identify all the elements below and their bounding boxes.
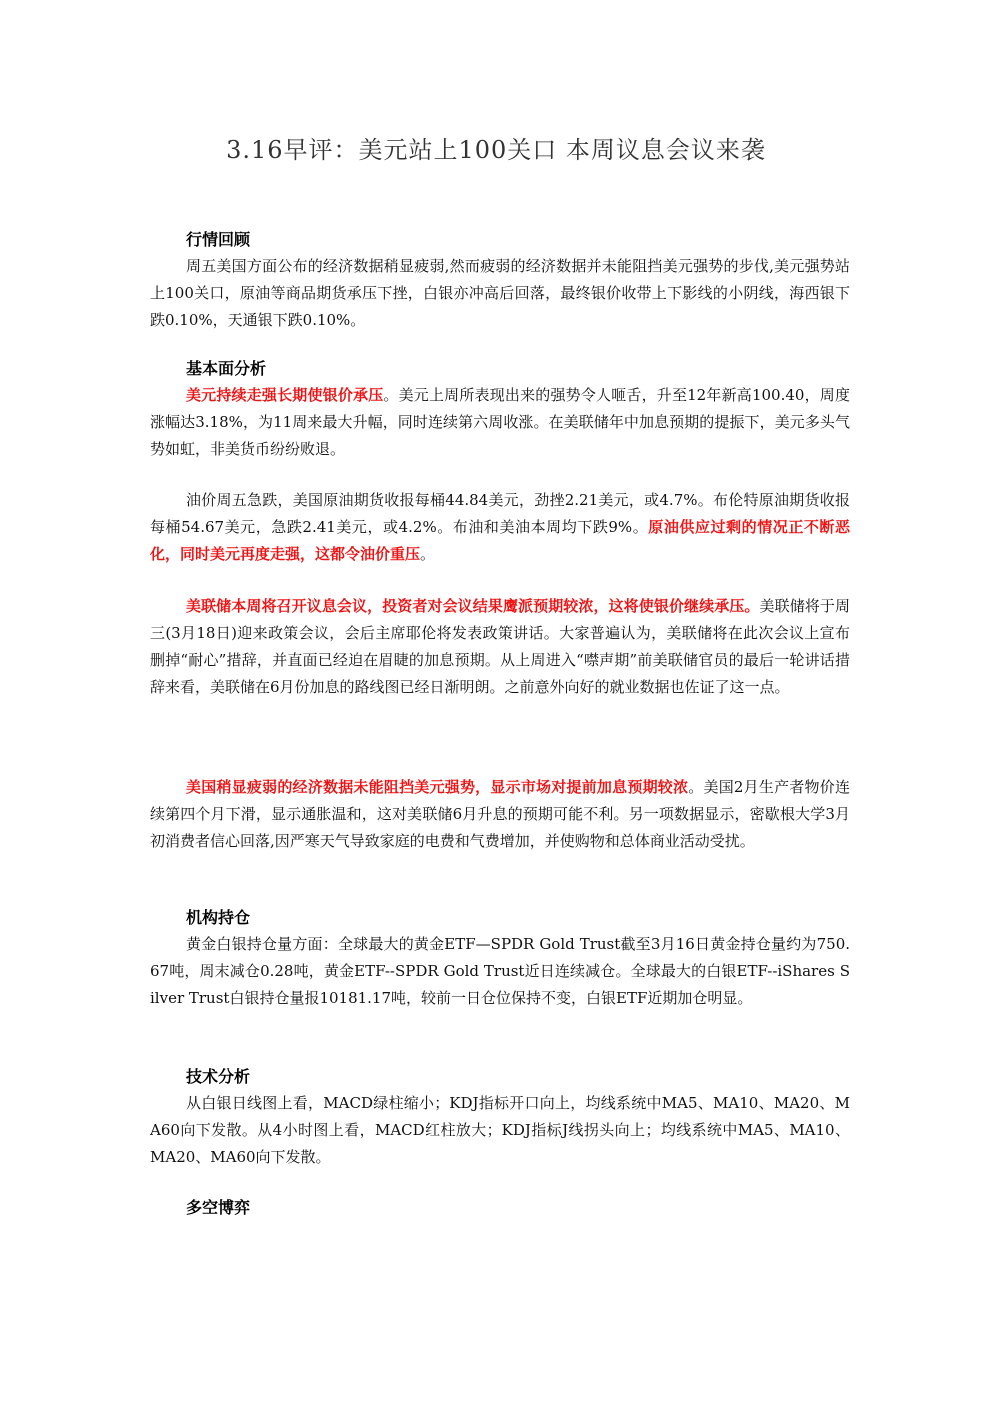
dollar-paragraph-text: 。美元上周所表现出来的强势令人咂舌，升至12年新高100.40，周度涨幅达3.18%，为11周来最大升幅，同时连续第六周收涨。在美联储年中加息预期的提振下，美元多头气势如虹，非美货币纷纷败退。 [150, 386, 850, 458]
oil-paragraph-text: 油价周五急跌，美国原油期货收报每桶44.84美元，劲挫2.21美元，或4.7%。布伦特原油期货收报每桶54.67美元，急跌2.41美元，或4.2%。布油和美油本周均下跌9%。 [150, 491, 850, 536]
section-oil-paragraph [150, 487, 850, 568]
highlight-us-data: 美国稍显疲弱的经济数据未能阻挡美元强势，显示市场对提前加息预期较浓 [186, 778, 689, 796]
positions-paragraph: 黄金白银持仓量方面：全球最大的黄金ETF—SPDR Gold Trust截至3月16日黄金持仓量约为750.67吨，周末减仓0.28吨，黄金ETF--SPDR Gold Trust近日连续减仓。全球最大的白银ETF--iShares Silver Trust白银持仓量报10181.17吨，较前一日仓位保持不变，白银ETF近期加仓明显。 [150, 935, 850, 1007]
section-heading-positions: 机构持仓 [186, 908, 251, 927]
section-heading-bull-bear: 多空博弈 [186, 1198, 251, 1217]
technical-paragraph: 从白银日线图上看，MACD绿柱缩小；KDJ指标开口向上，均线系统中MA5、MA10、MA20、MA60向下发散。从4小时图上看，MACD红柱放大；KDJ指标J线拐头向上；均线系统中MA5、MA10、MA20、MA60向下发散。 [150, 1094, 850, 1166]
section-us-data-paragraph [150, 774, 850, 855]
fundamental-paragraph-dollar [150, 382, 850, 463]
highlight-fed-meeting: 美联储本周将召开议息会议，投资者对会议结果鹰派预期较浓，这将使银价继续承压。 [186, 597, 760, 615]
section-heading-market-review: 行情回顾 [186, 230, 251, 249]
section-technical-analysis [150, 1064, 850, 1171]
section-heading-technical: 技术分析 [186, 1067, 251, 1086]
document-title: 3.16早评：美元站上100关口 本周议息会议来袭 [226, 136, 766, 164]
market-review-paragraph: 周五美国方面公布的经济数据稍显疲弱,然而疲弱的经济数据并未能阻挡美元强势的步伐,美元强势站上100关口，原油等商品期货承压下挫，白银亦冲高后回落，最终银价收带上下影线的小阴线，海西银下跌0.10%，天通银下跌0.10%。 [150, 257, 850, 329]
fundamental-paragraph-fed [150, 593, 850, 701]
highlight-oil-pressure: 原油供应过剩的情况正不断恶化，同时美元再度走强，这都令油价重压 [150, 518, 850, 563]
us-data-paragraph-text: 。美国2月生产者物价连续第四个月下滑，显示通胀温和，这对美联储6月升息的预期可能不利。另一项数据显示，密歇根大学3月初消费者信心回落,因严寒天气导致家庭的电费和气费增加，并使购物和总体商业活动受扰。 [150, 778, 850, 850]
highlight-dollar-strength: 美元持续走强长期使银价承压 [186, 386, 384, 404]
section-fed-paragraph [150, 593, 850, 701]
fundamental-paragraph-us-data [150, 774, 850, 855]
fed-paragraph-text: 美联储将于周三(3月18日)迎来政策会议，会后主席耶伦将发表政策讲话。大家普遍认为，美联储将在此次会议上宣布删掉“耐心”措辞，并直面已经迫在眉睫的加息预期。从上周进入“噤声期”前美联储官员的最后一轮讲话措辞来看，美联储在6月份加息的路线图已经日渐明朗。之前意外向好的就业数据也佐证了这一点。 [150, 597, 850, 696]
section-heading-fundamental: 基本面分析 [186, 359, 267, 378]
section-bull-bear [150, 1195, 850, 1221]
section-fundamental-analysis [150, 356, 850, 463]
section-market-review [150, 227, 850, 334]
section-institutional-positions [150, 905, 850, 1012]
oil-paragraph-end: 。 [420, 545, 436, 563]
fundamental-paragraph-oil [150, 487, 850, 568]
